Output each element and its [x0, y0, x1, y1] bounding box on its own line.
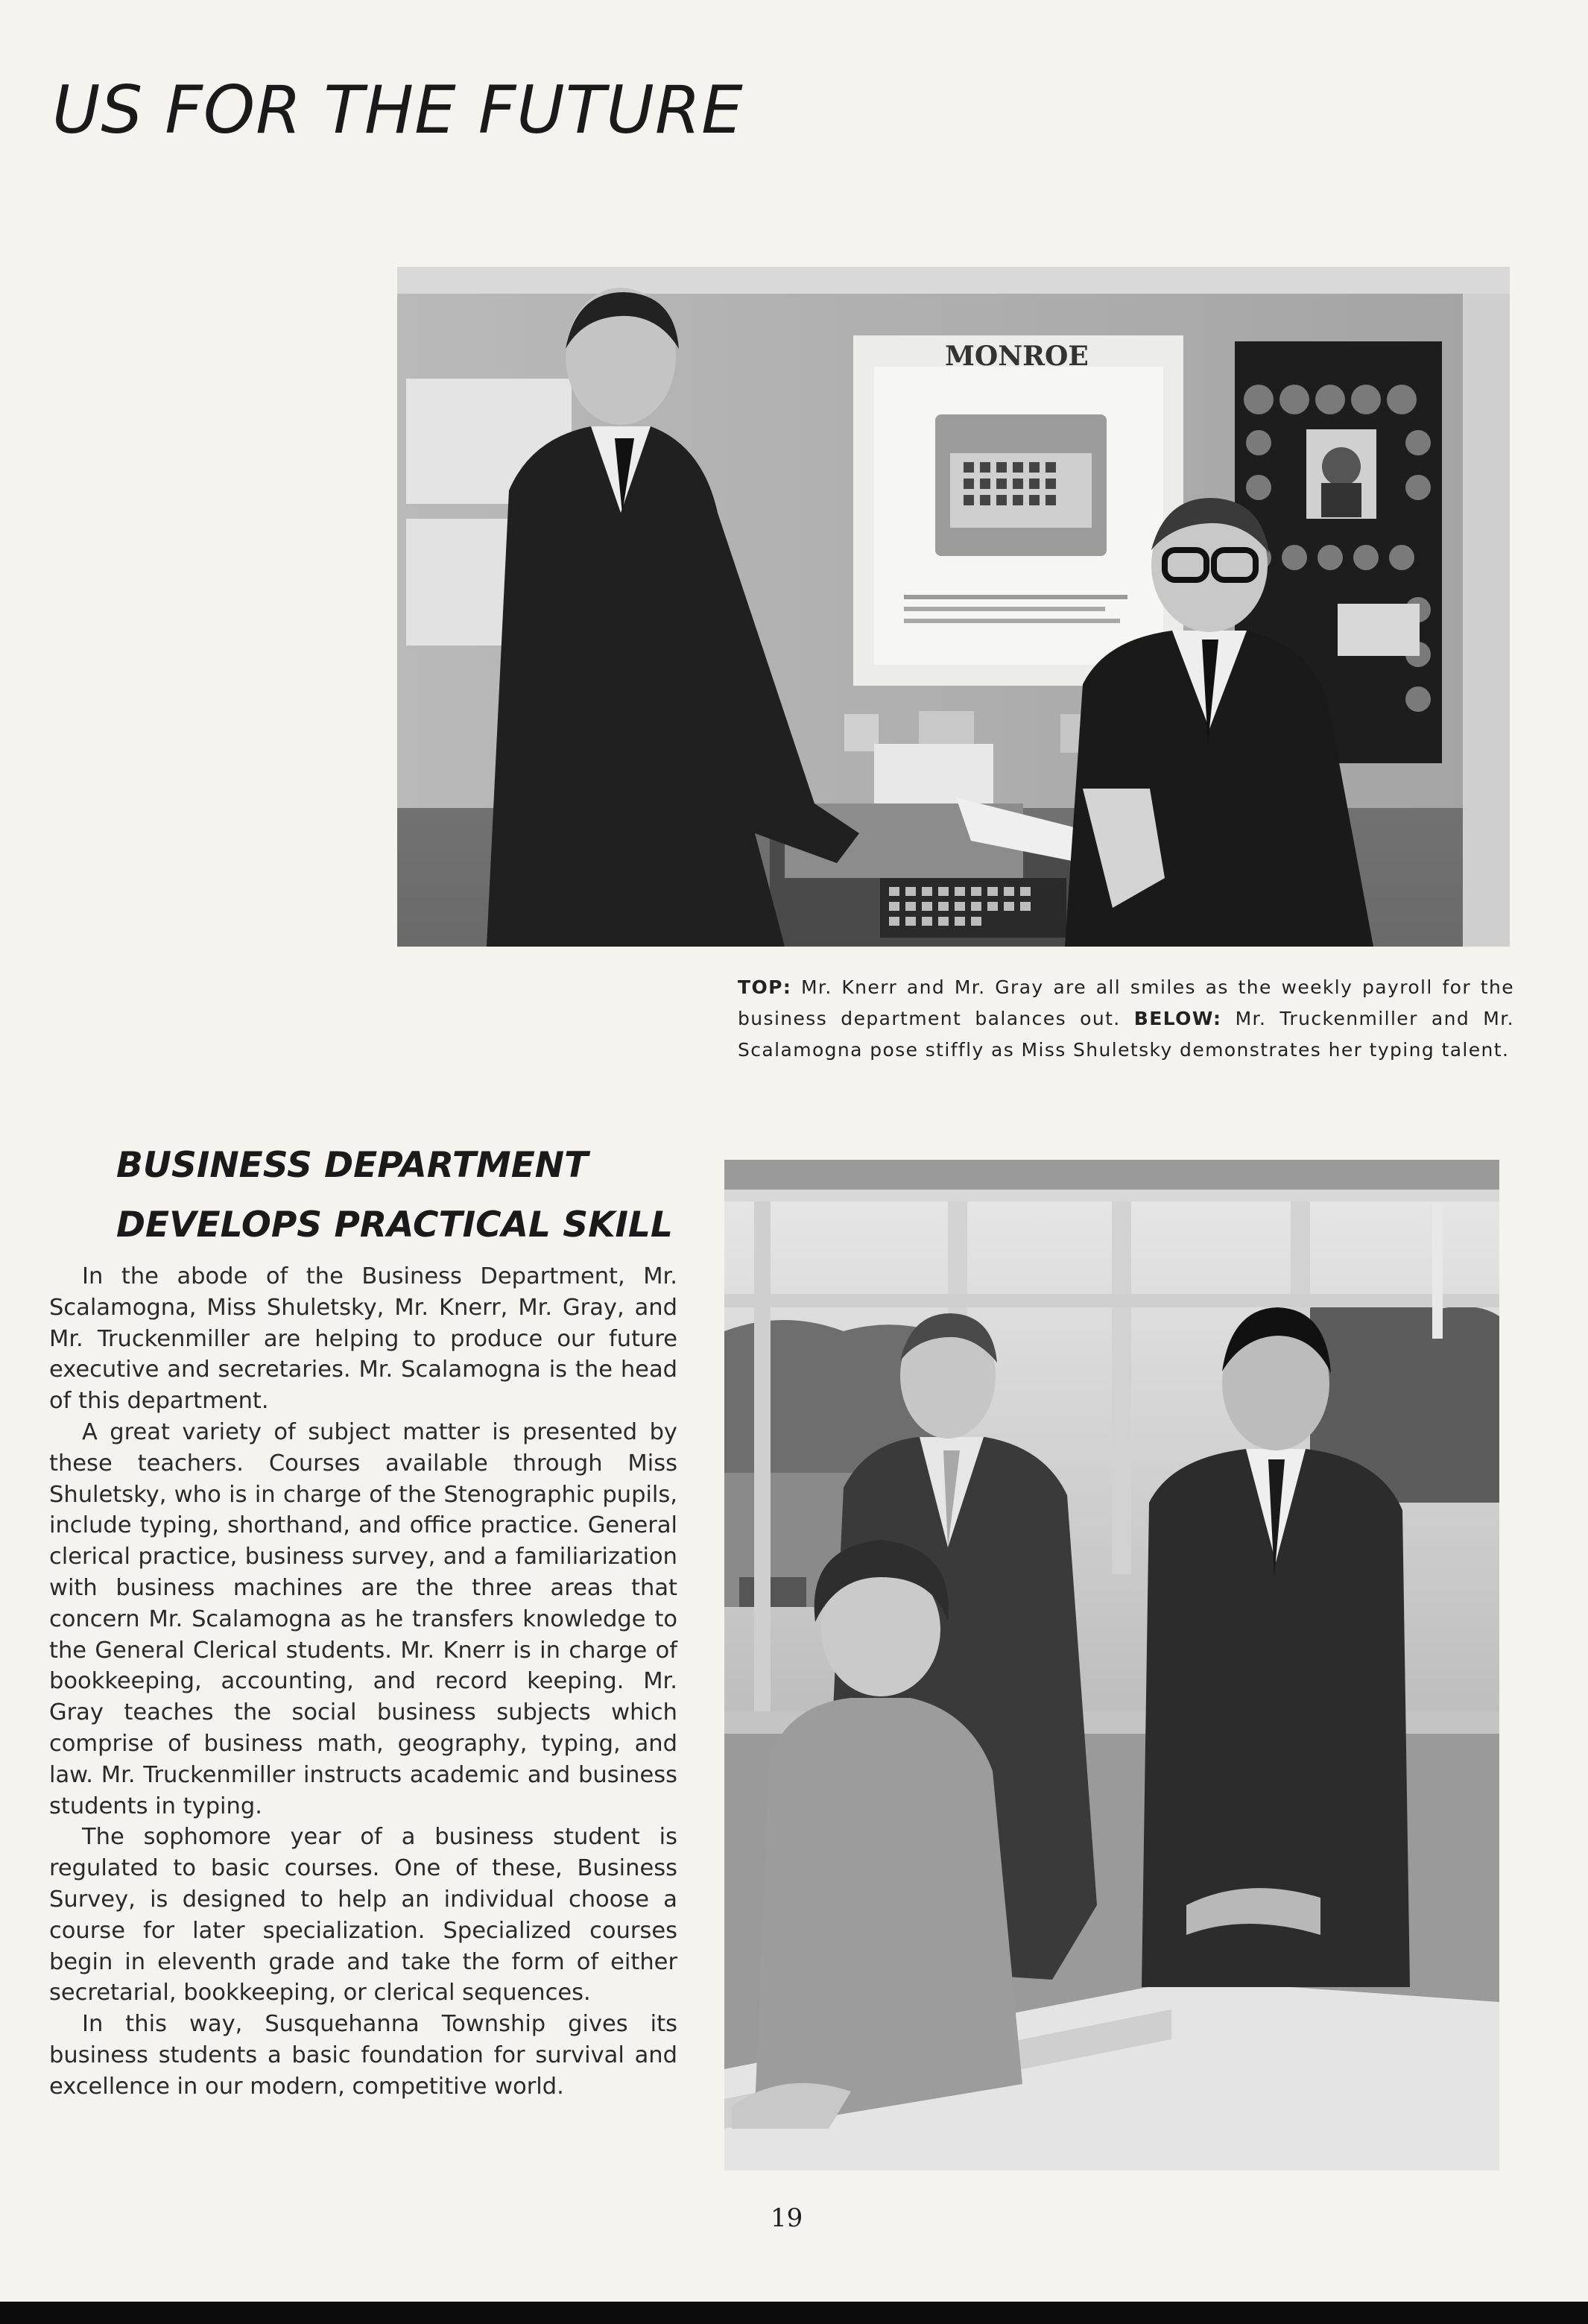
- caption-below-label: BELOW:: [1133, 1008, 1222, 1029]
- scan-bottom-edge: [0, 2302, 1588, 2324]
- bottom-photo-teachers-by-window: [724, 1160, 1499, 2170]
- article-body: [49, 1261, 677, 2103]
- caption-top-label: TOP:: [738, 976, 792, 998]
- page-number: 19: [771, 2203, 803, 2233]
- top-photo-illustration: [397, 267, 1510, 947]
- article-title-line-1: BUSINESS DEPARTMENT: [116, 1145, 589, 1186]
- article-paragraph-1: In the abode of the Business Department, Mr. Scalamogna, Miss Shuletsky, Mr. Knerr, Mr. Gray, and Mr. Truckenmiller are helping to produce our future executive and secretaries. Mr. Scalamogna is the head of this department.: [49, 1263, 677, 1415]
- caption-below-text: Mr. Truckenmiller and Mr. Scalamogna pose stiffly as Miss Shuletsky demonstrates her typing talent.: [738, 1008, 1514, 1061]
- article-paragraph-4: In this way, Susquehanna Township gives its business students a basic foundation for survival and excellence in our modern, competitive world.: [49, 2011, 677, 2100]
- article-paragraph-3: The sophomore year of a business student is regulated to basic courses. One of these, Business Survey, is designed to help an individual choose a course for later specialization. Specialized courses begin in eleventh grade and take the form of either secretarial, bookkeeping, or clerical sequences.: [49, 1824, 677, 2006]
- photo-caption: [738, 972, 1514, 1066]
- bottom-photo-illustration: [724, 1160, 1499, 2170]
- article-title-line-2: DEVELOPS PRACTICAL SKILL: [116, 1204, 673, 1245]
- page-headline: US FOR THE FUTURE: [52, 72, 744, 148]
- article-paragraph-2: A great variety of subject matter is presented by these teachers. Courses available through Miss Shuletsky, who is in charge of the Stenographic pupils, include typing, shorthand, and office practice. General clerical practice, business survey, and a familiarization with business machines are the three areas that concern Mr. Scalamogna as he transfers knowledge to the General Clerical students. Mr. Knerr is in charge of bookkeeping, accounting, and record keeping. Mr. Gray teaches the social business subjects which comprise of business math, geography, typing, and law. Mr. Truckenmiller instructs academic and business students in typing.: [49, 1418, 677, 1819]
- article-title: [116, 1136, 697, 1255]
- caption-top-text: Mr. Knerr and Mr. Gray are all smiles as the weekly payroll for the business department balances out.: [738, 976, 1514, 1029]
- top-photo-teachers-with-accounting-machine: [397, 267, 1510, 947]
- monroe-poster-brand: MONROE: [945, 341, 1089, 372]
